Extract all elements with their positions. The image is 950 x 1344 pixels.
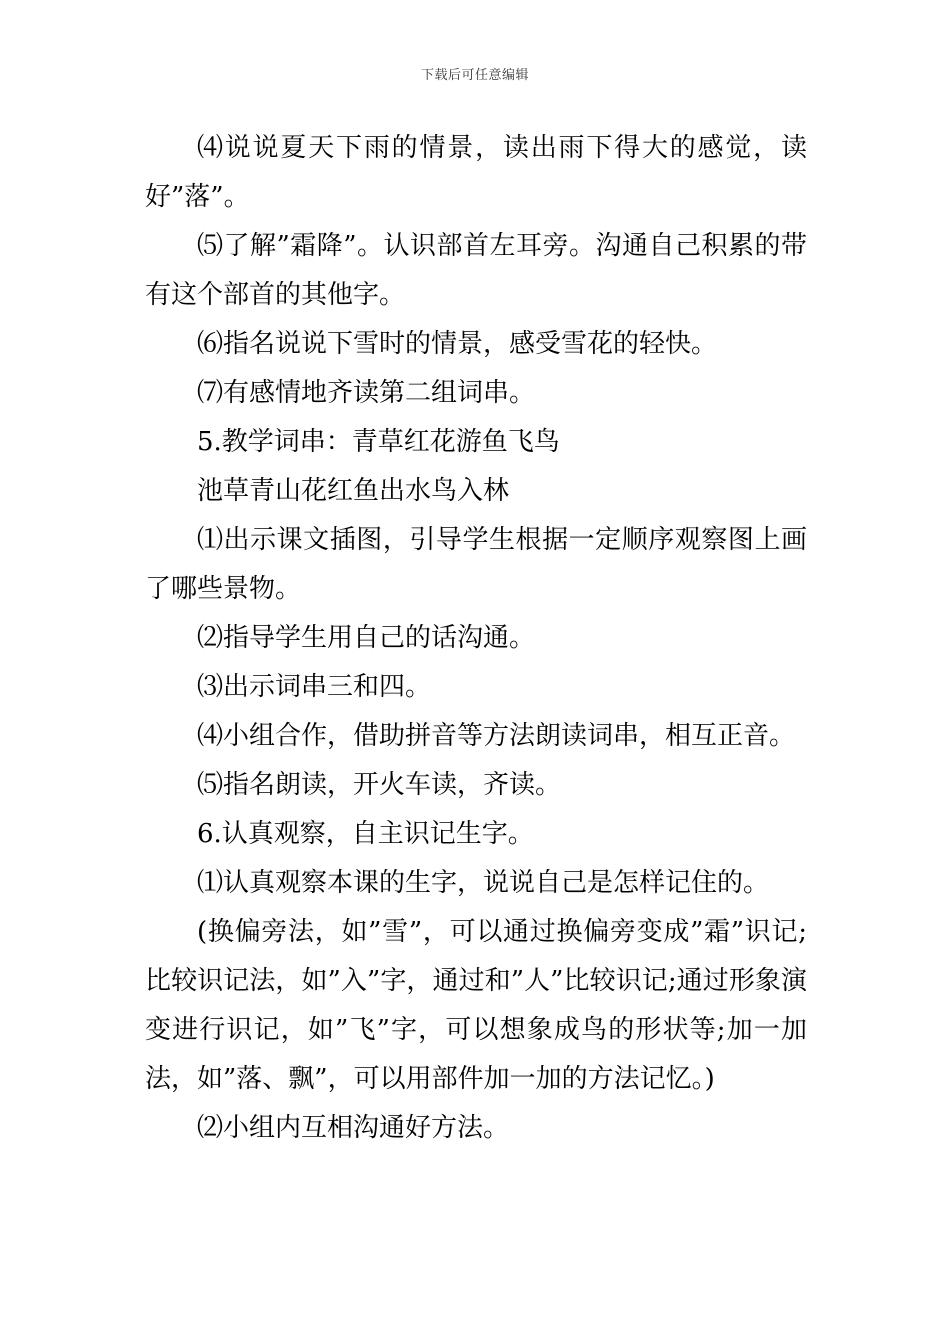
paragraph: 5.教学词串：青草红花游鱼飞鸟 [197,427,560,457]
paragraph: 池草青山花红鱼出水鸟入林 [197,476,510,506]
paragraph: ⑶出示词串三和四。 [197,672,432,702]
paragraph: ⑷小组合作，借助拼音等方法朗读词串，相互正音。 [197,721,796,751]
paragraph: ⑴出示课文插图，引导学生根据一定顺序观察图上画了哪些景物。 [145,525,807,604]
paragraph: ⑴认真观察本课的生字，说说自己是怎样记住的。 [197,868,770,898]
paragraph: 6.认真观察，自主识记生字。 [197,819,534,849]
page-header: 下载后可任意编辑 [420,68,529,83]
paragraph: (换偏旁法，如”雪”，可以通过换偏旁变成”霜”识记;比较识记法，如”入”字，通过和”人”比较识记;通过形象演变进行识记，如”飞”字，可以想象成鸟的形状等;加一加法，如”落、飘”，可以用部件加一加的方法记忆。) [145,917,807,1094]
paragraph: ⑺有感情地齐读第二组词串。 [197,378,536,408]
document-body [145,124,807,1153]
paragraph: ⑸指名朗读，开火车读，齐读。 [197,770,562,800]
paragraph: ⑸了解”霜降”。认识部首左耳旁。沟通自己积累的带有这个部首的其他字。 [145,231,807,310]
paragraph: ⑵小组内互相沟通好方法。 [197,1113,510,1143]
paragraph: ⑹指名说说下雪时的情景，感受雪花的轻快。 [197,329,718,359]
paragraph: ⑵指导学生用自己的话沟通。 [197,623,536,653]
paragraph: ⑷说说夏天下雨的情景，读出雨下得大的感觉，读好”落”。 [145,133,807,212]
